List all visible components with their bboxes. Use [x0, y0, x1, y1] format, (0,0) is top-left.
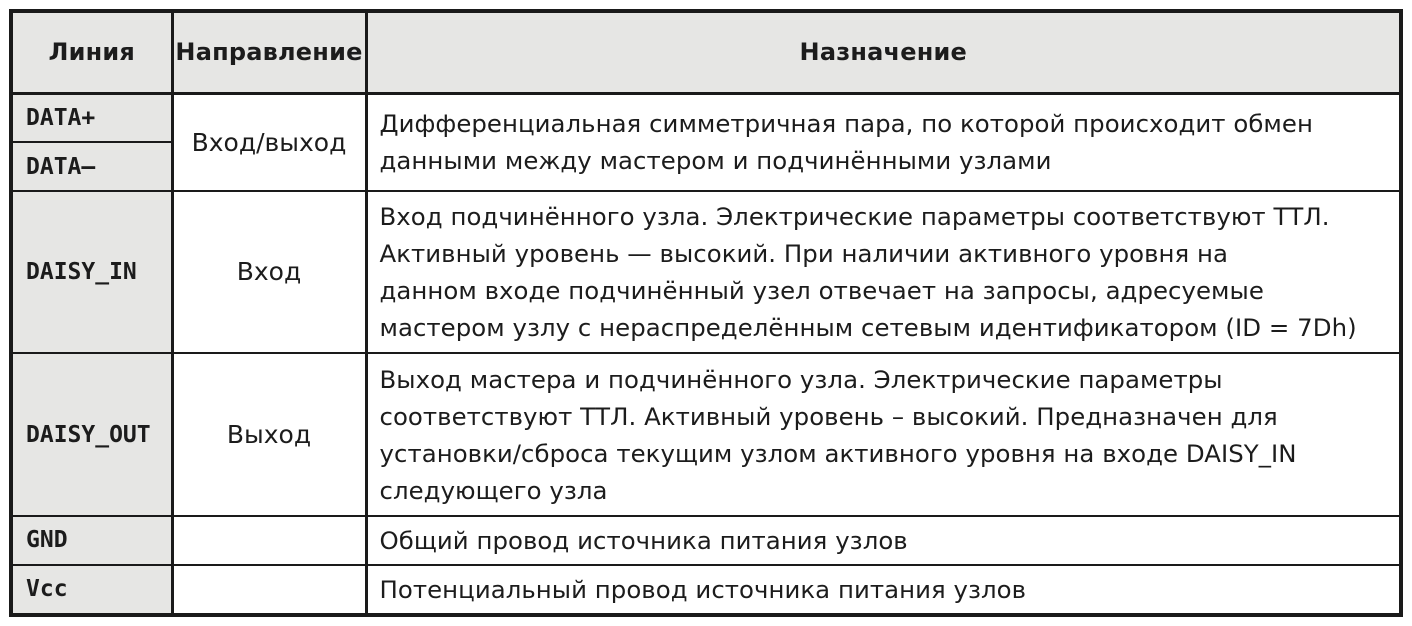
table-row-gnd	[13, 516, 1399, 564]
purpose-daisy-in	[366, 191, 1399, 353]
line-daisy-in: DAISY_IN	[13, 191, 172, 353]
purpose-gnd: Общий провод источника питания узлов	[366, 516, 1399, 564]
line-daisy-out: DAISY_OUT	[13, 353, 172, 516]
direction-vcc	[172, 565, 366, 613]
header-row	[13, 13, 1399, 93]
line-data-plus: DATA+	[13, 93, 172, 142]
header-direction: Направление	[172, 13, 366, 93]
purpose-vcc: Потенциальный провод источника питания узлов	[366, 565, 1399, 613]
purpose-daisy-in-line: мастером узлу с нераспределённым сетевым идентификатором (ID = 7Dh)	[379, 312, 1357, 342]
purpose-data	[366, 93, 1399, 191]
table-row-daisy-out	[13, 353, 1399, 516]
purpose-data-line: данными между мастером и подчинёнными узлами	[379, 146, 1052, 176]
purpose-daisy-in-line: Активный уровень — высокий. При наличии активного уровня на	[379, 238, 1229, 268]
header-line: Линия	[13, 13, 172, 93]
table-row-data-plus	[13, 93, 1399, 142]
purpose-daisy-out-line: соответствуют ТТЛ. Активный уровень – высокий. Предназначен для	[379, 401, 1278, 431]
purpose-daisy-in-line: Вход подчинённого узла. Электрические параметры соответствуют ТТЛ.	[379, 201, 1330, 231]
signal-lines-table	[9, 9, 1403, 617]
purpose-daisy-out	[366, 353, 1399, 516]
purpose-daisy-out-line: установки/сброса текущим узлом активного уровня на входе DAISY_IN	[379, 438, 1297, 468]
table	[13, 13, 1399, 613]
direction-daisy-out: Выход	[172, 353, 366, 516]
purpose-data-line: Дифференциальная симметричная пара, по которой происходит обмен	[379, 109, 1313, 139]
direction-daisy-in: Вход	[172, 191, 366, 353]
purpose-daisy-in-line: данном входе подчинённый узел отвечает на запросы, адресуемые	[379, 275, 1264, 305]
line-data-minus: DATA–	[13, 142, 172, 190]
line-gnd: GND	[13, 516, 172, 564]
direction-data: Вход/выход	[172, 93, 366, 191]
purpose-daisy-out-line: следующего узла	[379, 475, 608, 505]
table-row-vcc	[13, 565, 1399, 613]
header-purpose: Назначение	[366, 13, 1399, 93]
purpose-daisy-out-line: Выход мастера и подчинённого узла. Электрические параметры	[379, 364, 1223, 394]
line-vcc: Vcc	[13, 565, 172, 613]
direction-gnd	[172, 516, 366, 564]
table-row-daisy-in	[13, 191, 1399, 353]
